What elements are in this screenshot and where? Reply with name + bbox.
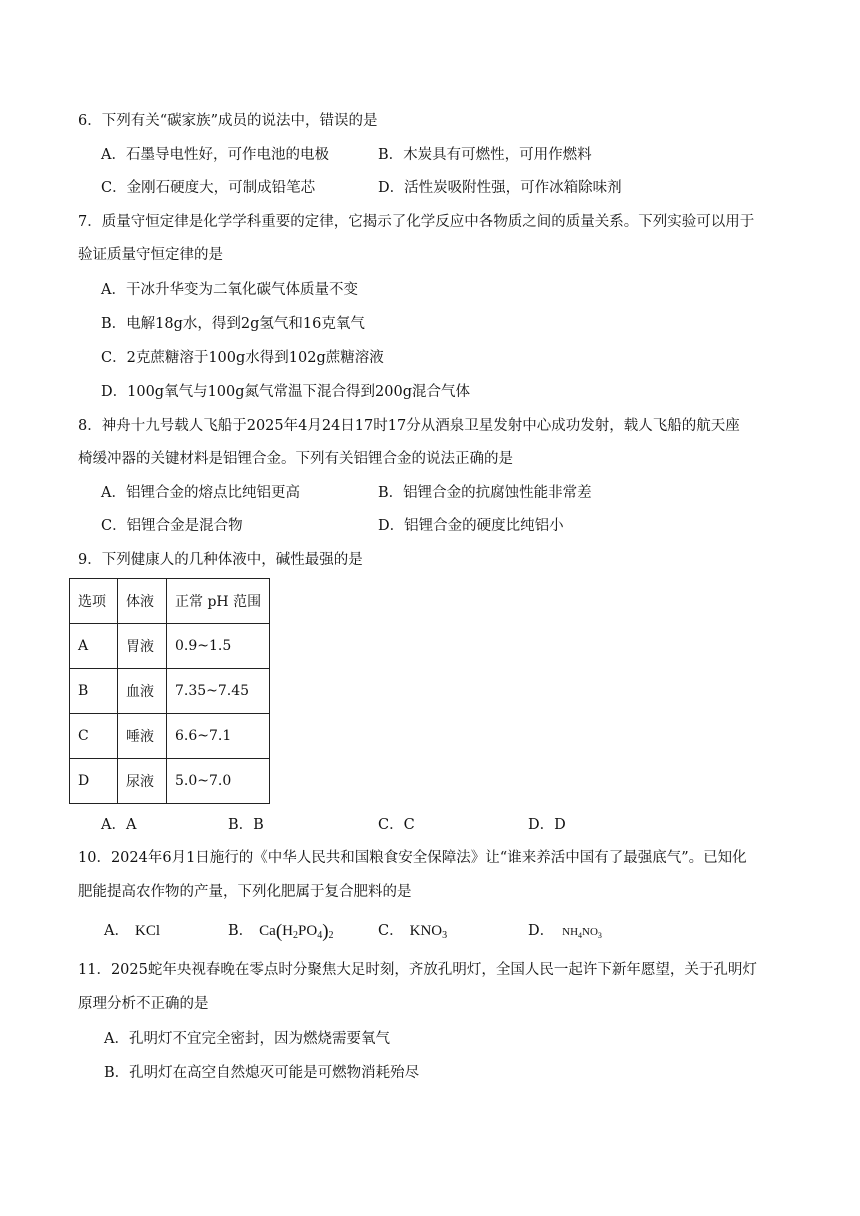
q9-option-a: A．A bbox=[101, 817, 137, 833]
option-label: D． bbox=[528, 923, 555, 939]
q10-option-b bbox=[228, 921, 334, 946]
table-row bbox=[70, 624, 270, 669]
q6-option-b: B．木炭具有可燃性，可用作燃料 bbox=[378, 147, 592, 163]
table-row bbox=[70, 759, 270, 804]
table-cell: D bbox=[70, 759, 118, 804]
q9-option-b: B．B bbox=[228, 817, 264, 833]
question-7-stem-line2: 验证质量守恒定律的是 bbox=[78, 247, 223, 263]
option-label: A． bbox=[104, 923, 129, 939]
q10-option-a bbox=[104, 921, 160, 941]
table-cell: 胃液 bbox=[118, 624, 167, 669]
q6-option-d: D．活性炭吸附性强，可作冰箱除味剂 bbox=[378, 180, 622, 196]
question-9-stem: 9．下列健康人的几种体液中，碱性最强的是 bbox=[78, 552, 363, 568]
q11-option-b: B．孔明灯在高空自然熄灭可能是可燃物消耗殆尽 bbox=[104, 1065, 420, 1081]
table-cell: 6.6~7.1 bbox=[167, 714, 270, 759]
q6-option-c: C．金刚石硬度大，可制成铅笔芯 bbox=[101, 180, 316, 196]
ph-range-table bbox=[69, 578, 270, 804]
formula-ammonium-nitrate: $NH_4NO_3$ bbox=[562, 926, 602, 940]
table-header-cell: 正常 pH 范围 bbox=[167, 579, 270, 624]
formula-potassium-nitrate: $KNO_3$ bbox=[409, 923, 448, 941]
q9-option-c: C．C bbox=[378, 817, 415, 833]
table-header-cell: 选项 bbox=[70, 579, 118, 624]
formula-kcl: KCl bbox=[134, 923, 160, 939]
q7-option-a: A．干冰升华变为二氧化碳气体质量不变 bbox=[101, 282, 358, 298]
option-label: C． bbox=[378, 923, 404, 939]
question-10-stem-line1: 10．2024年6月1日施行的《中华人民共和国粮食安全保障法》让“谁来养活中国有了最强底气”。已知化 bbox=[78, 850, 747, 866]
table-cell: 5.0~7.0 bbox=[167, 759, 270, 804]
q10-option-c bbox=[378, 921, 447, 946]
table-cell: 7.35~7.45 bbox=[167, 669, 270, 714]
option-label: B． bbox=[228, 923, 254, 939]
question-6-stem: 6．下列有关“碳家族”成员的说法中，错误的是 bbox=[78, 113, 378, 129]
q8-option-a: A．铝锂合金的熔点比纯铝更高 bbox=[101, 485, 300, 501]
q8-option-b: B．铝锂合金的抗腐蚀性能非常差 bbox=[378, 485, 592, 501]
table-header-cell: 体液 bbox=[118, 579, 167, 624]
question-11-stem-line1: 11．2025蛇年央视春晚在零点时分聚焦大足时刻，齐放孔明灯，全国人民一起许下新年愿望，关于孔明灯 bbox=[78, 962, 757, 978]
question-7-stem-line1: 7．质量守恒定律是化学学科重要的定律，它揭示了化学反应中各物质之间的质量关系。下列实验可以用于 bbox=[78, 214, 755, 230]
table-cell: B bbox=[70, 669, 118, 714]
table-cell: 唾液 bbox=[118, 714, 167, 759]
question-8-stem-line2: 椅缓冲器的关键材料是铝锂合金。下列有关铝锂合金的说法正确的是 bbox=[78, 451, 513, 467]
table-cell: 血液 bbox=[118, 669, 167, 714]
q9-option-d: D．D bbox=[528, 817, 566, 833]
table-cell: 0.9~1.5 bbox=[167, 624, 270, 669]
question-10-stem-line2: 肥能提高农作物的产量，下列化肥属于复合肥料的是 bbox=[78, 884, 412, 900]
q11-option-a: A．孔明灯不宜完全密封，因为燃烧需要氧气 bbox=[104, 1031, 390, 1047]
table-cell: 尿液 bbox=[118, 759, 167, 804]
q7-option-d: D．100g氧气与100g氮气常温下混合得到200g混合气体 bbox=[101, 384, 470, 400]
q6-option-a: A．石墨导电性好，可作电池的电极 bbox=[101, 147, 329, 163]
formula-calcium-dihydrogen-phosphate: $Ca(H_2PO_4)_2$ bbox=[259, 921, 334, 942]
q8-option-d: D．铝锂合金的硬度比纯铝小 bbox=[378, 518, 564, 534]
q7-option-b: B．电解18g水，得到2g氢气和16克氧气 bbox=[101, 316, 365, 332]
table-cell: C bbox=[70, 714, 118, 759]
table-header-row bbox=[70, 579, 270, 624]
question-8-stem-line1: 8．神舟十九号载人飞船于2025年4月24日17时17分从酒泉卫星发射中心成功发射，载人飞船的航天座 bbox=[78, 418, 740, 434]
table-cell: A bbox=[70, 624, 118, 669]
table-row bbox=[70, 714, 270, 759]
question-11-stem-line2: 原理分析不正确的是 bbox=[78, 996, 209, 1012]
q7-option-c: C．2克蔗糖溶于100g水得到102g蔗糖溶液 bbox=[101, 350, 384, 366]
q8-option-c: C．铝锂合金是混合物 bbox=[101, 518, 243, 534]
table-row bbox=[70, 669, 270, 714]
q10-option-d bbox=[528, 921, 602, 946]
